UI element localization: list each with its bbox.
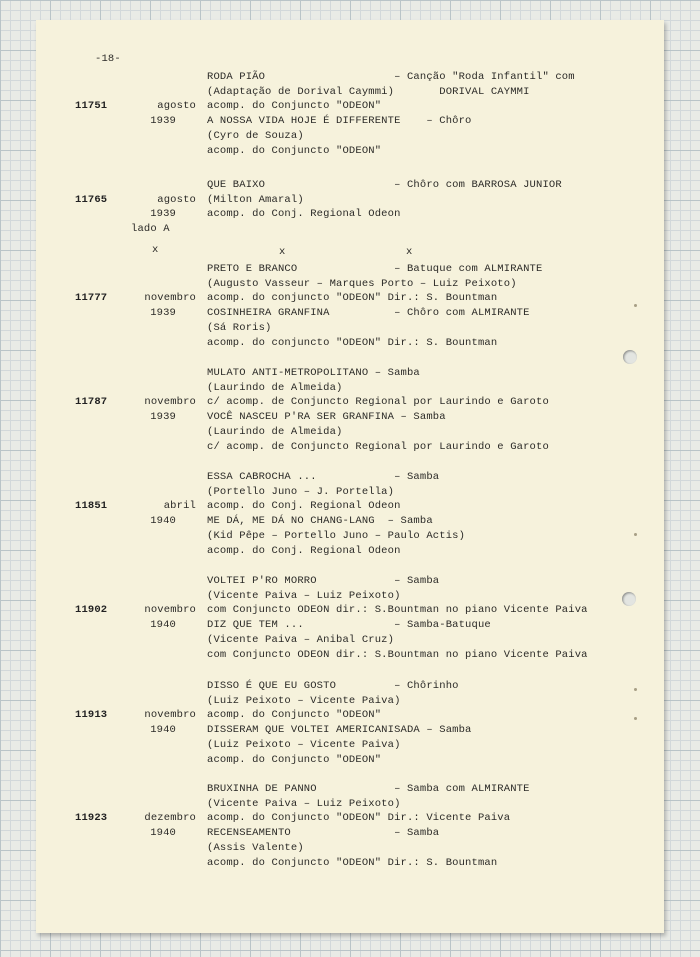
release-month: novembro <box>144 709 196 722</box>
entry-line: acomp. do conjuncto "ODEON" Dir.: S. Bountman <box>207 336 498 349</box>
entry-line: acomp. do Conjuncto "ODEON" <box>207 144 382 157</box>
entry-line: (Augusto Vasseur – Marques Porto – Luiz Peixoto) <box>207 277 517 290</box>
song-title-line: QUE BAIXO – Chôro com BARROSA JUNIOR <box>207 179 562 191</box>
entry-line: c/ acomp. de Conjuncto Regional por Laurindo e Garoto <box>207 396 549 409</box>
entry-line: (Vicente Paiva – Luiz Peixoto) <box>207 589 401 602</box>
catalog-number: 11923 <box>75 812 108 825</box>
release-year: 1939 <box>150 208 176 221</box>
entry-line: acomp. do Conj. Regional Odeon <box>207 208 401 221</box>
release-month: novembro <box>144 292 196 305</box>
entry-line: acomp. do Conj. Regional Odeon <box>207 500 401 513</box>
entry-line: (Assis Valente) <box>207 841 304 854</box>
release-month: agosto <box>157 100 196 113</box>
entry-line: acomp. do Conjuncto "ODEON" Dir.: S. Bountman <box>207 856 498 869</box>
entry-line: A NOSSA VIDA HOJE É DIFFERENTE – Chôro <box>207 115 472 128</box>
release-month: abril <box>163 500 196 513</box>
catalog-number: 11787 <box>75 396 108 409</box>
entry-line: (Vicente Paiva – Anibal Cruz) <box>207 633 395 646</box>
catalog-number: 11902 <box>75 604 108 617</box>
entry-line: (Luiz Peixoto – Vicente Paiva) <box>207 694 401 707</box>
song-title-line: ESSA CABROCHA ... – Samba <box>207 471 440 483</box>
paper-mark <box>634 304 637 307</box>
entry-line: (Adaptação de Dorival Caymmi) DORIVAL CAYMMI <box>207 85 530 98</box>
release-year: 1939 <box>150 307 176 320</box>
entry-line: acomp. do Conjuncto "ODEON" <box>207 100 382 113</box>
release-year: 1939 <box>150 115 176 128</box>
release-year: 1940 <box>150 827 176 840</box>
entry-line: RECENSEAMENTO – Samba <box>207 827 440 840</box>
release-year: 1940 <box>150 724 176 737</box>
paper-mark <box>634 533 637 536</box>
entry-line: acomp. do conjuncto "ODEON" Dir.: S. Bountman <box>207 292 498 305</box>
separator-mark: x <box>152 244 159 256</box>
separator-mark: x <box>406 246 413 258</box>
entry-line: com Conjuncto ODEON dir.: S.Bountman no piano Vicente Paiva <box>207 604 588 617</box>
entry-line: com Conjuncto ODEON dir.: S.Bountman no piano Vicente Paiva <box>207 648 588 661</box>
separator-mark: x <box>279 246 286 258</box>
entry-line: COSINHEIRA GRANFINA – Chôro com ALMIRANTE <box>207 307 530 320</box>
entry-line: (Cyro de Souza) <box>207 129 304 142</box>
release-year: 1940 <box>150 619 176 632</box>
page-number: -18- <box>95 53 121 65</box>
binder-hole-bottom <box>622 592 636 606</box>
record-side: lado A <box>131 223 170 236</box>
entry-line: acomp. do Conjuncto "ODEON" Dir.: Vicente Paiva <box>207 812 511 825</box>
song-title-line: DISSO É QUE EU GOSTO – Chôrinho <box>207 680 459 692</box>
catalog-number: 11765 <box>75 193 108 206</box>
song-title-line: PRETO E BRANCO – Batuque com ALMIRANTE <box>207 263 543 275</box>
entry-line: (Sá Roris) <box>207 321 272 334</box>
entry-line: acomp. do Conjuncto "ODEON" <box>207 753 382 766</box>
entry-line: (Milton Amaral) <box>207 193 304 206</box>
release-year: 1940 <box>150 515 176 528</box>
release-month: novembro <box>144 604 196 617</box>
entry-line: acomp. do Conjuncto "ODEON" <box>207 709 382 722</box>
entry-line: DISSERAM QUE VOLTEI AMERICANISADA – Samba <box>207 724 472 737</box>
song-title-line: MULATO ANTI-METROPOLITANO – Samba <box>207 367 420 379</box>
song-title-line: BRUXINHA DE PANNO – Samba com ALMIRANTE <box>207 783 530 795</box>
catalog-number: 11913 <box>75 709 108 722</box>
entry-line: ME DÁ, ME DÁ NO CHANG-LANG – Samba <box>207 515 433 528</box>
release-month: novembro <box>144 396 196 409</box>
catalog-number: 11751 <box>75 100 108 113</box>
entry-line: (Laurindo de Almeida) <box>207 381 343 394</box>
release-year: 1939 <box>150 411 176 424</box>
song-title-line: VOLTEI P'RO MORRO – Samba <box>207 575 440 587</box>
entry-line: c/ acomp. de Conjuncto Regional por Laurindo e Garoto <box>207 440 549 453</box>
binder-hole-top <box>623 350 637 364</box>
entry-line: (Vicente Paiva – Luiz Peixoto) <box>207 797 401 810</box>
entry-line: (Laurindo de Almeida) <box>207 425 343 438</box>
entry-line: (Luiz Peixoto – Vicente Paiva) <box>207 738 401 751</box>
catalog-number: 11777 <box>75 292 108 305</box>
entry-line: (Portello Juno – J. Portella) <box>207 485 395 498</box>
entry-line: VOCÊ NASCEU P'RA SER GRANFINA – Samba <box>207 411 446 424</box>
paper-mark <box>634 717 637 720</box>
catalog-number: 11851 <box>75 500 108 513</box>
entry-line: DIZ QUE TEM ... – Samba-Batuque <box>207 619 491 632</box>
song-title-line: RODA PIÃO – Canção "Roda Infantil" com <box>207 71 575 83</box>
release-month: agosto <box>157 193 196 206</box>
paper-mark <box>634 688 637 691</box>
entry-line: acomp. do Conj. Regional Odeon <box>207 544 401 557</box>
entry-line: (Kid Pêpe – Portello Juno – Paulo Actis) <box>207 529 466 542</box>
release-month: dezembro <box>144 812 196 825</box>
